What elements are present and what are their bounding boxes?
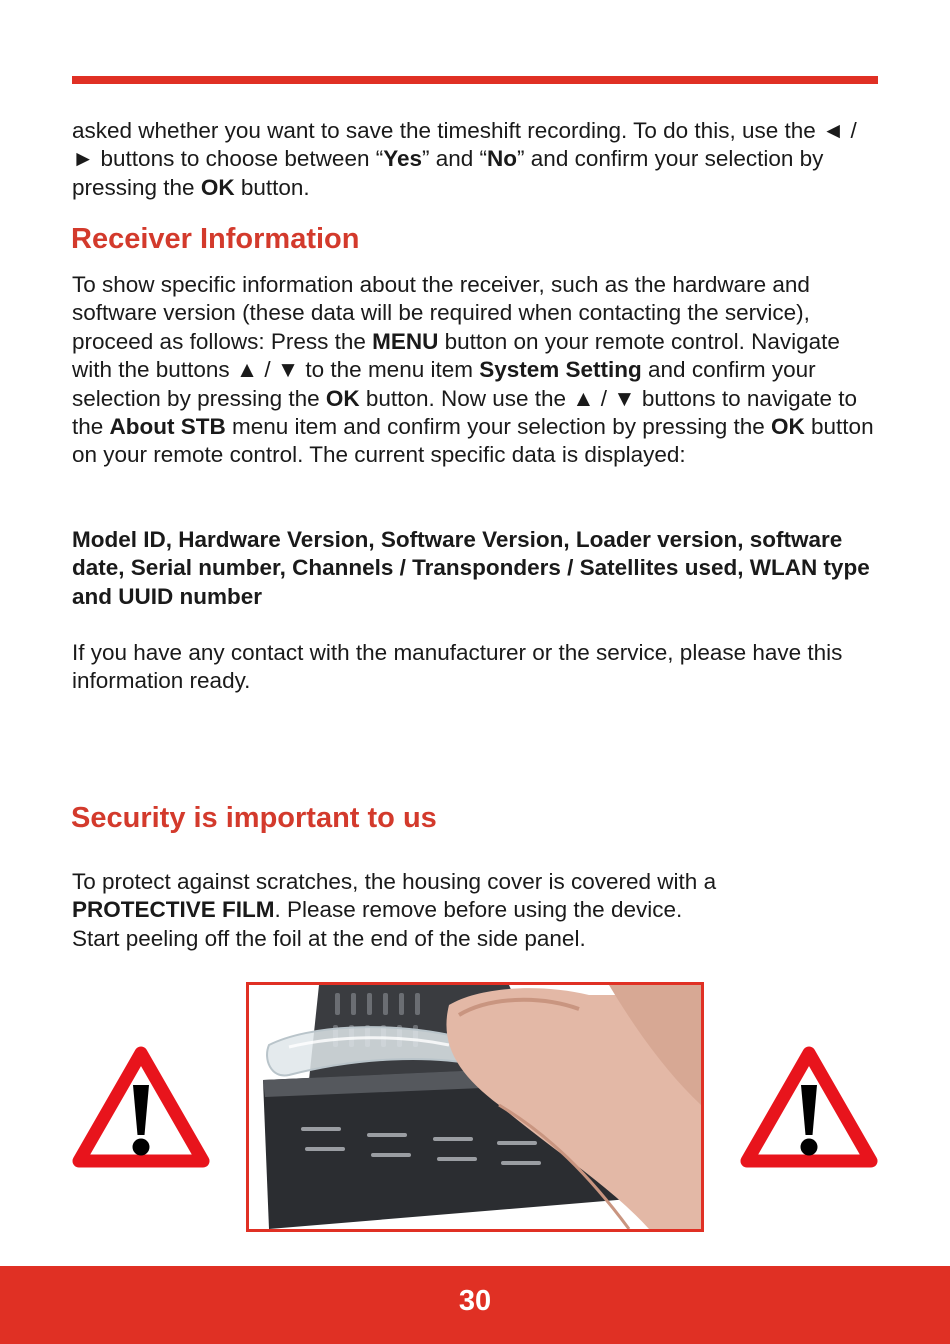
top-accent-rule (72, 76, 878, 84)
receiver-peeling-film-illustration (249, 985, 701, 1229)
security-paragraph: To protect against scratches, the housing cover is covered with a PROTECTIVE FILM. Please remove before using the device. Start peeling off the foil at the end of the side panel. (72, 869, 717, 951)
receiver-heading: Receiver Information (71, 223, 360, 255)
intro-paragraph: asked whether you want to save the timeshift recording. To do this, use the ◄ / ► buttons to choose between “Yes” and “No” and confirm your selection by pressing the OK button. (72, 118, 857, 200)
page-number: 30 (458, 1285, 492, 1317)
security-heading: Security is important to us (71, 802, 437, 834)
protective-film-photo (246, 982, 704, 1232)
warning-triangle-icon (738, 1043, 880, 1171)
receiver-data-list: Model ID, Hardware Version, Software Version, Loader version, software date, Serial number, Channels / Transponders / Satellites used, WLAN type and UUID number (72, 527, 870, 609)
receiver-paragraph: To show specific information about the receiver, such as the hardware and software version (these data will be required when contacting the service), proceed as follows: Press the MENU button on your remote control. Navigate with the buttons ▲ / ▼ to the menu item System Setting and confirm your selection by pressing the OK button. Now use the ▲ / ▼ buttons to navigate to the About STB menu item and confirm your selection by pressing the OK button on your remote control. The current specific data is displayed: (72, 272, 874, 468)
warning-triangle-icon (70, 1043, 212, 1171)
receiver-note: If you have any contact with the manufacturer or the service, please have this information ready. (72, 640, 843, 694)
